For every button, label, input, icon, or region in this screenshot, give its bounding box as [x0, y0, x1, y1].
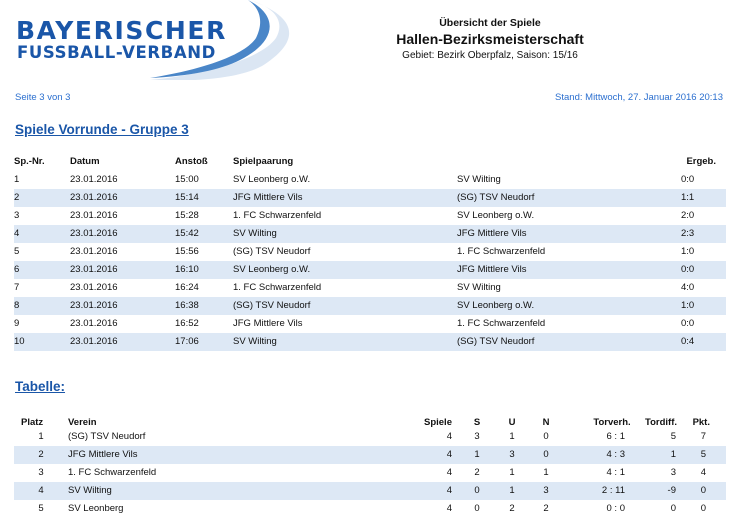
standing-games: 4 [446, 485, 452, 496]
game-result: 0:0 [681, 264, 695, 275]
game-time: 15:00 [175, 174, 199, 185]
game-time: 15:28 [175, 210, 199, 221]
game-date: 23.01.2016 [70, 264, 118, 275]
standings-row [14, 464, 726, 482]
game-home-team: (SG) TSV Neudorf [233, 246, 311, 257]
standing-goals: 4 : 3 [606, 449, 625, 460]
game-nr: 2 [14, 192, 20, 203]
game-row [14, 297, 726, 315]
standing-draws: 1 [509, 485, 515, 496]
game-home-team: SV Leonberg o.W. [233, 174, 311, 185]
standings-row [14, 446, 726, 464]
standing-diff: 1 [670, 449, 676, 460]
standing-draws: 2 [509, 503, 515, 514]
standing-place: 5 [38, 503, 44, 514]
game-away-team: (SG) TSV Neudorf [457, 192, 535, 203]
game-home-team: SV Wilting [233, 336, 277, 347]
standing-losses: 3 [543, 485, 549, 496]
game-time: 15:14 [175, 192, 199, 203]
standing-diff: 0 [670, 503, 676, 514]
game-home-team: JFG Mittlere Vils [233, 192, 303, 203]
game-row [14, 243, 726, 261]
game-nr: 1 [14, 174, 20, 185]
game-row [14, 333, 726, 351]
game-date: 23.01.2016 [70, 318, 118, 329]
game-away-team: SV Leonberg o.W. [457, 210, 535, 221]
col-date: Datum [70, 156, 100, 167]
game-result: 1:0 [681, 300, 695, 311]
game-time: 17:06 [175, 336, 199, 347]
col-place: Platz [21, 417, 44, 428]
col-pairing: Spielpaarung [233, 156, 294, 167]
standing-draws: 3 [509, 449, 515, 460]
game-result: 2:3 [681, 228, 695, 239]
game-away-team: SV Leonberg o.W. [457, 300, 535, 311]
game-away-team: SV Wilting [457, 282, 501, 293]
game-nr: 3 [14, 210, 20, 221]
game-away-team: JFG Mittlere Vils [457, 228, 527, 239]
col-club: Verein [68, 417, 97, 428]
games-heading: Spiele Vorrunde - Gruppe 3 [15, 122, 189, 137]
logo-line-1: BAYERISCHER [16, 16, 227, 45]
standing-points: 0 [700, 485, 706, 496]
report-title: Hallen-Bezirksmeisterschaft [396, 31, 584, 47]
standings-row [14, 500, 726, 518]
game-time: 16:38 [175, 300, 199, 311]
game-nr: 6 [14, 264, 20, 275]
standing-goals: 4 : 1 [606, 467, 625, 478]
col-goals: Torverh. [593, 417, 631, 428]
game-result: 0:0 [681, 318, 695, 329]
col-nr: Sp.-Nr. [14, 156, 45, 167]
col-points: Pkt. [692, 417, 710, 428]
game-result: 0:0 [681, 174, 695, 185]
standing-club: JFG Mittlere Vils [68, 449, 138, 460]
games-header-row [14, 153, 726, 171]
standing-goals: 6 : 1 [606, 431, 625, 442]
standing-games: 4 [446, 467, 452, 478]
standing-losses: 0 [543, 449, 549, 460]
game-date: 23.01.2016 [70, 336, 118, 347]
game-result: 2:0 [681, 210, 695, 221]
game-home-team: SV Wilting [233, 228, 277, 239]
standing-draws: 1 [509, 467, 515, 478]
game-date: 23.01.2016 [70, 282, 118, 293]
standing-draws: 1 [509, 431, 515, 442]
standing-goals: 2 : 11 [601, 485, 625, 496]
game-away-team: SV Wilting [457, 174, 501, 185]
standings-row [14, 428, 726, 446]
standing-diff: -9 [667, 485, 676, 496]
standing-wins: 1 [474, 449, 480, 460]
game-nr: 4 [14, 228, 20, 239]
standing-games: 4 [446, 449, 452, 460]
game-row [14, 225, 726, 243]
standing-losses: 1 [543, 467, 549, 478]
game-date: 23.01.2016 [70, 174, 118, 185]
game-away-team: (SG) TSV Neudorf [457, 336, 535, 347]
game-time: 15:42 [175, 228, 199, 239]
col-result: Ergeb. [686, 156, 716, 167]
standing-diff: 5 [670, 431, 676, 442]
logo-line-2: FUSSBALL-VERBAND [17, 43, 216, 62]
col-games: Spiele [424, 417, 452, 428]
standing-losses: 0 [543, 431, 549, 442]
col-time: Anstoß [175, 156, 208, 167]
col-draws: U [508, 417, 516, 428]
game-row [14, 315, 726, 333]
col-diff: Tordiff. [644, 417, 677, 428]
standing-place: 2 [38, 449, 44, 460]
standing-losses: 2 [543, 503, 549, 514]
standing-club: (SG) TSV Neudorf [68, 431, 146, 442]
standing-games: 4 [446, 431, 452, 442]
standing-wins: 0 [474, 503, 480, 514]
game-result: 1:0 [681, 246, 695, 257]
game-time: 15:56 [175, 246, 199, 257]
standings-row [14, 482, 726, 500]
game-home-team: 1. FC Schwarzenfeld [233, 210, 322, 221]
game-result: 0:4 [681, 336, 695, 347]
standing-diff: 3 [670, 467, 676, 478]
standing-wins: 2 [474, 467, 480, 478]
standing-place: 3 [38, 467, 44, 478]
page-indicator: Seite 3 von 3 [15, 92, 71, 103]
standing-points: 5 [700, 449, 706, 460]
game-nr: 7 [14, 282, 20, 293]
game-result: 4:0 [681, 282, 695, 293]
game-date: 23.01.2016 [70, 300, 118, 311]
standing-wins: 0 [474, 485, 480, 496]
standing-club: 1. FC Schwarzenfeld [68, 467, 157, 478]
standing-points: 7 [700, 431, 706, 442]
game-time: 16:52 [175, 318, 199, 329]
game-row [14, 279, 726, 297]
game-date: 23.01.2016 [70, 228, 118, 239]
game-date: 23.01.2016 [70, 246, 118, 257]
game-nr: 5 [14, 246, 20, 257]
standing-place: 1 [38, 431, 44, 442]
standing-wins: 3 [474, 431, 480, 442]
col-wins: S [473, 417, 481, 428]
game-home-team: SV Leonberg o.W. [233, 264, 311, 275]
game-away-team: 1. FC Schwarzenfeld [457, 246, 546, 257]
standing-place: 4 [38, 485, 44, 496]
game-time: 16:24 [175, 282, 199, 293]
standing-games: 4 [446, 503, 452, 514]
game-row [14, 207, 726, 225]
game-home-team: JFG Mittlere Vils [233, 318, 303, 329]
standing-club: SV Wilting [68, 485, 112, 496]
game-row [14, 261, 726, 279]
standing-club: SV Leonberg [68, 503, 124, 514]
game-row [14, 171, 726, 189]
standing-points: 0 [700, 503, 706, 514]
game-away-team: 1. FC Schwarzenfeld [457, 318, 546, 329]
report-subtitle: Übersicht der Spiele [439, 17, 541, 29]
game-away-team: JFG Mittlere Vils [457, 264, 527, 275]
game-result: 1:1 [681, 192, 695, 203]
standings-heading: Tabelle: [15, 379, 66, 394]
standing-goals: 0 : 0 [606, 503, 625, 514]
report-region: Gebiet: Bezirk Oberpfalz, Saison: 15/16 [402, 50, 578, 61]
status-timestamp: Stand: Mittwoch, 27. Januar 2016 20:13 [555, 92, 723, 103]
game-time: 16:10 [175, 264, 199, 275]
game-nr: 10 [14, 336, 25, 347]
game-date: 23.01.2016 [70, 210, 118, 221]
col-losses: N [542, 417, 550, 428]
game-date: 23.01.2016 [70, 192, 118, 203]
game-home-team: 1. FC Schwarzenfeld [233, 282, 322, 293]
game-nr: 8 [14, 300, 20, 311]
game-nr: 9 [14, 318, 20, 329]
standing-points: 4 [700, 467, 706, 478]
game-row [14, 189, 726, 207]
game-home-team: (SG) TSV Neudorf [233, 300, 311, 311]
